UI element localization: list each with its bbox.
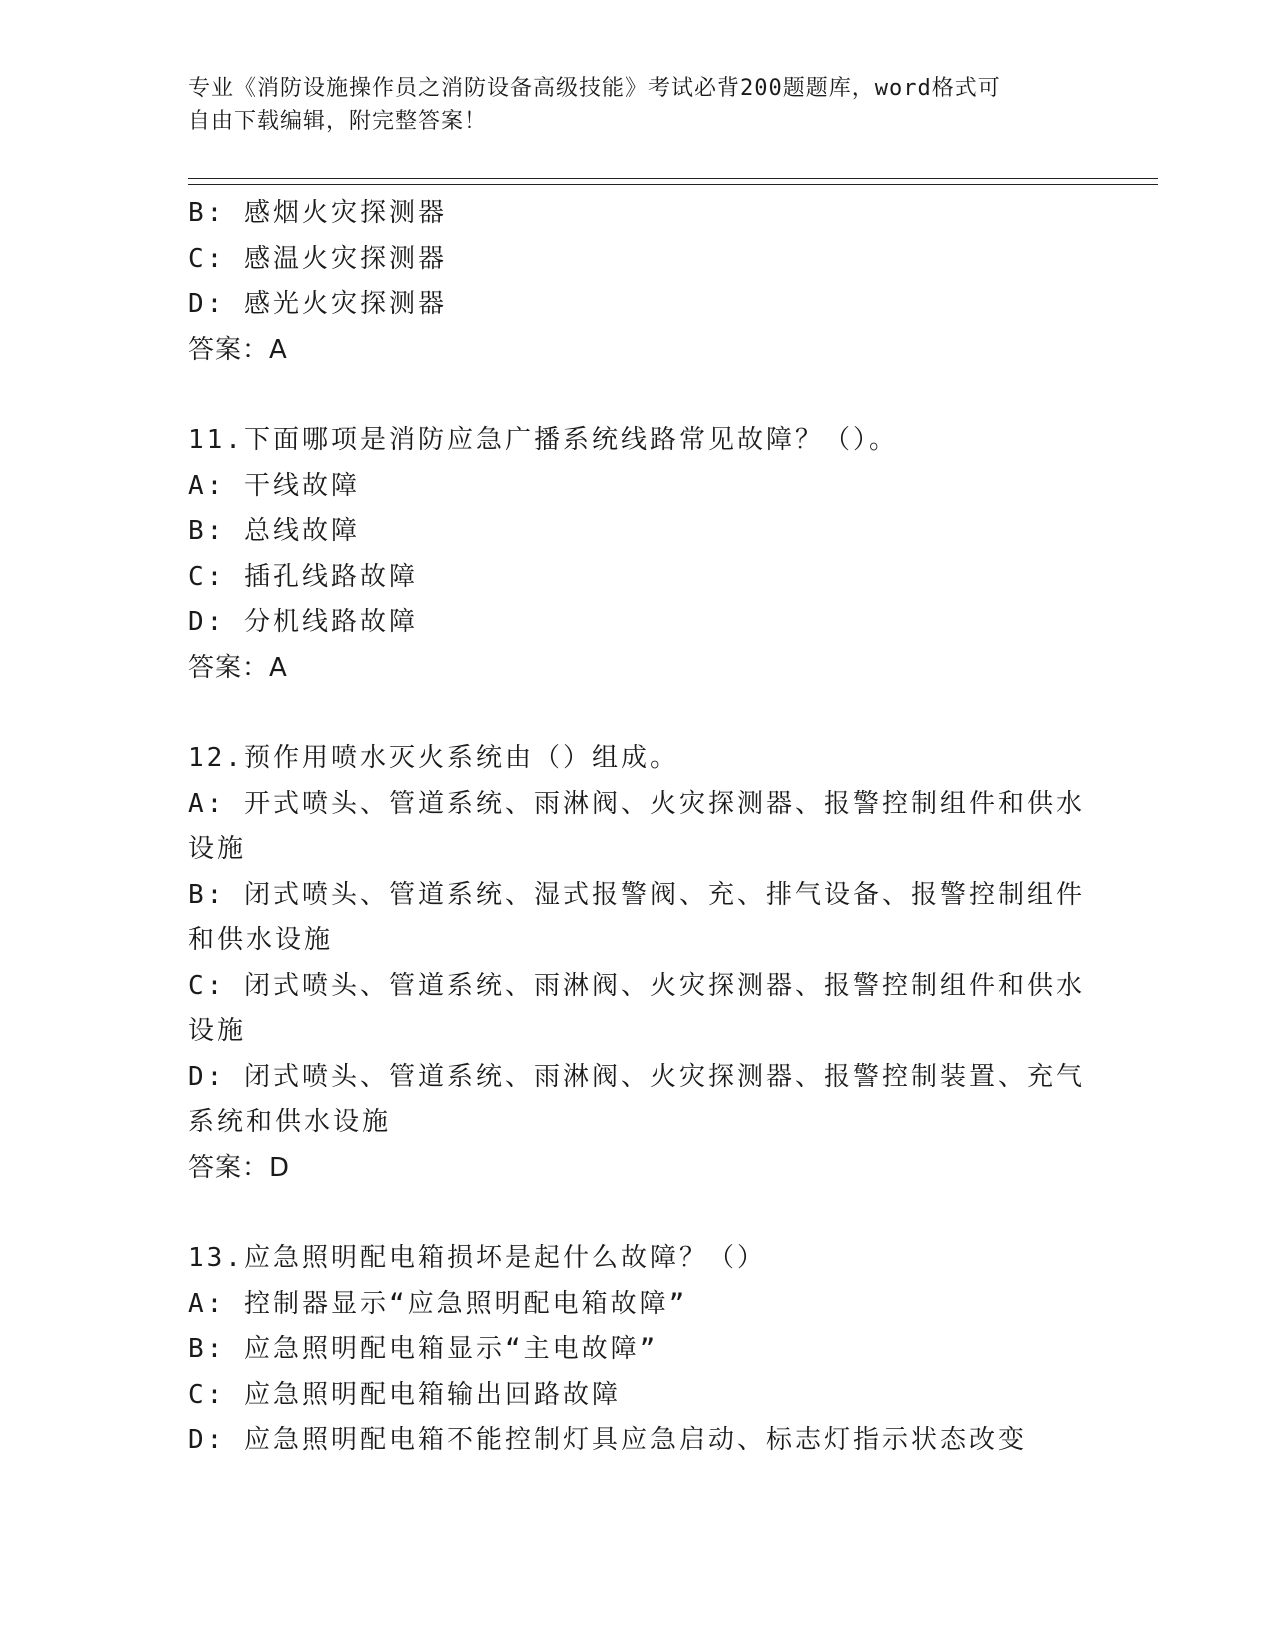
q13-option-c: C: 应急照明配电箱输出回路故障 [188,1379,621,1410]
spacer [188,373,1088,418]
document-header [188,72,1068,138]
question-12 [188,736,1088,1191]
q10-answer: 答案：A [188,334,288,365]
header-line-1: 专业《消防设施操作员之消防设备高级技能》考试必背200题题库，word格式可 [188,76,1001,101]
q11-option-b: B: 总线故障 [188,516,360,546]
q13-stem: 13.应急照明配电箱损坏是起什么故障？（） [188,1243,766,1273]
q11-option-d: D: 分机线路故障 [188,607,418,637]
spacer [188,691,1088,736]
q10-option-d: D: 感光火灾探测器 [188,289,447,319]
q12-option-c-cont: 设施 [188,1016,247,1046]
q12-option-d: D: 闭式喷头、管道系统、雨淋阀、火灾探测器、报警控制装置、充气 [188,1061,1085,1092]
q13-option-d: D: 应急照明配电箱不能控制灯具应急启动、标志灯指示状态改变 [188,1425,1027,1455]
q12-option-b-cont: 和供水设施 [188,925,334,955]
q13-option-b: B: 应急照明配电箱显示“主电故障” [188,1334,659,1364]
header-line-2: 自由下载编辑，附完整答案！ [188,109,488,134]
q10-option-b: B: 感烟火灾探测器 [188,198,447,228]
q10-option-c: C: 感温火灾探测器 [188,243,447,274]
q13-option-a: A: 控制器显示“应急照明配电箱故障” [188,1288,688,1319]
q11-answer: 答案：A [188,652,288,683]
q12-answer: 答案：D [188,1152,291,1183]
q11-option-c: C: 插孔线路故障 [188,561,418,592]
q12-option-a-cont: 设施 [188,834,247,864]
header-divider-bottom [188,184,1158,185]
q12-option-c: C: 闭式喷头、管道系统、雨淋阀、火灾探测器、报警控制组件和供水 [188,970,1085,1001]
question-list [188,191,1088,1464]
q12-option-b: B: 闭式喷头、管道系统、湿式报警阀、充、排气设备、报警控制组件 [188,879,1085,910]
q12-option-d-cont: 系统和供水设施 [188,1107,392,1137]
q12-option-a: A: 开式喷头、管道系统、雨淋阀、火灾探测器、报警控制组件和供水 [188,788,1085,819]
spacer [188,1191,1088,1236]
question-11 [188,418,1088,691]
question-13 [188,1236,1088,1464]
q11-stem: 11.下面哪项是消防应急广播系统线路常见故障？（）。 [188,425,898,455]
q12-stem: 12.预作用喷水灭火系统由（）组成。 [188,743,679,773]
question-10-tail [188,191,1088,373]
header-divider-top [188,178,1158,179]
q11-option-a: A: 干线故障 [188,470,360,501]
